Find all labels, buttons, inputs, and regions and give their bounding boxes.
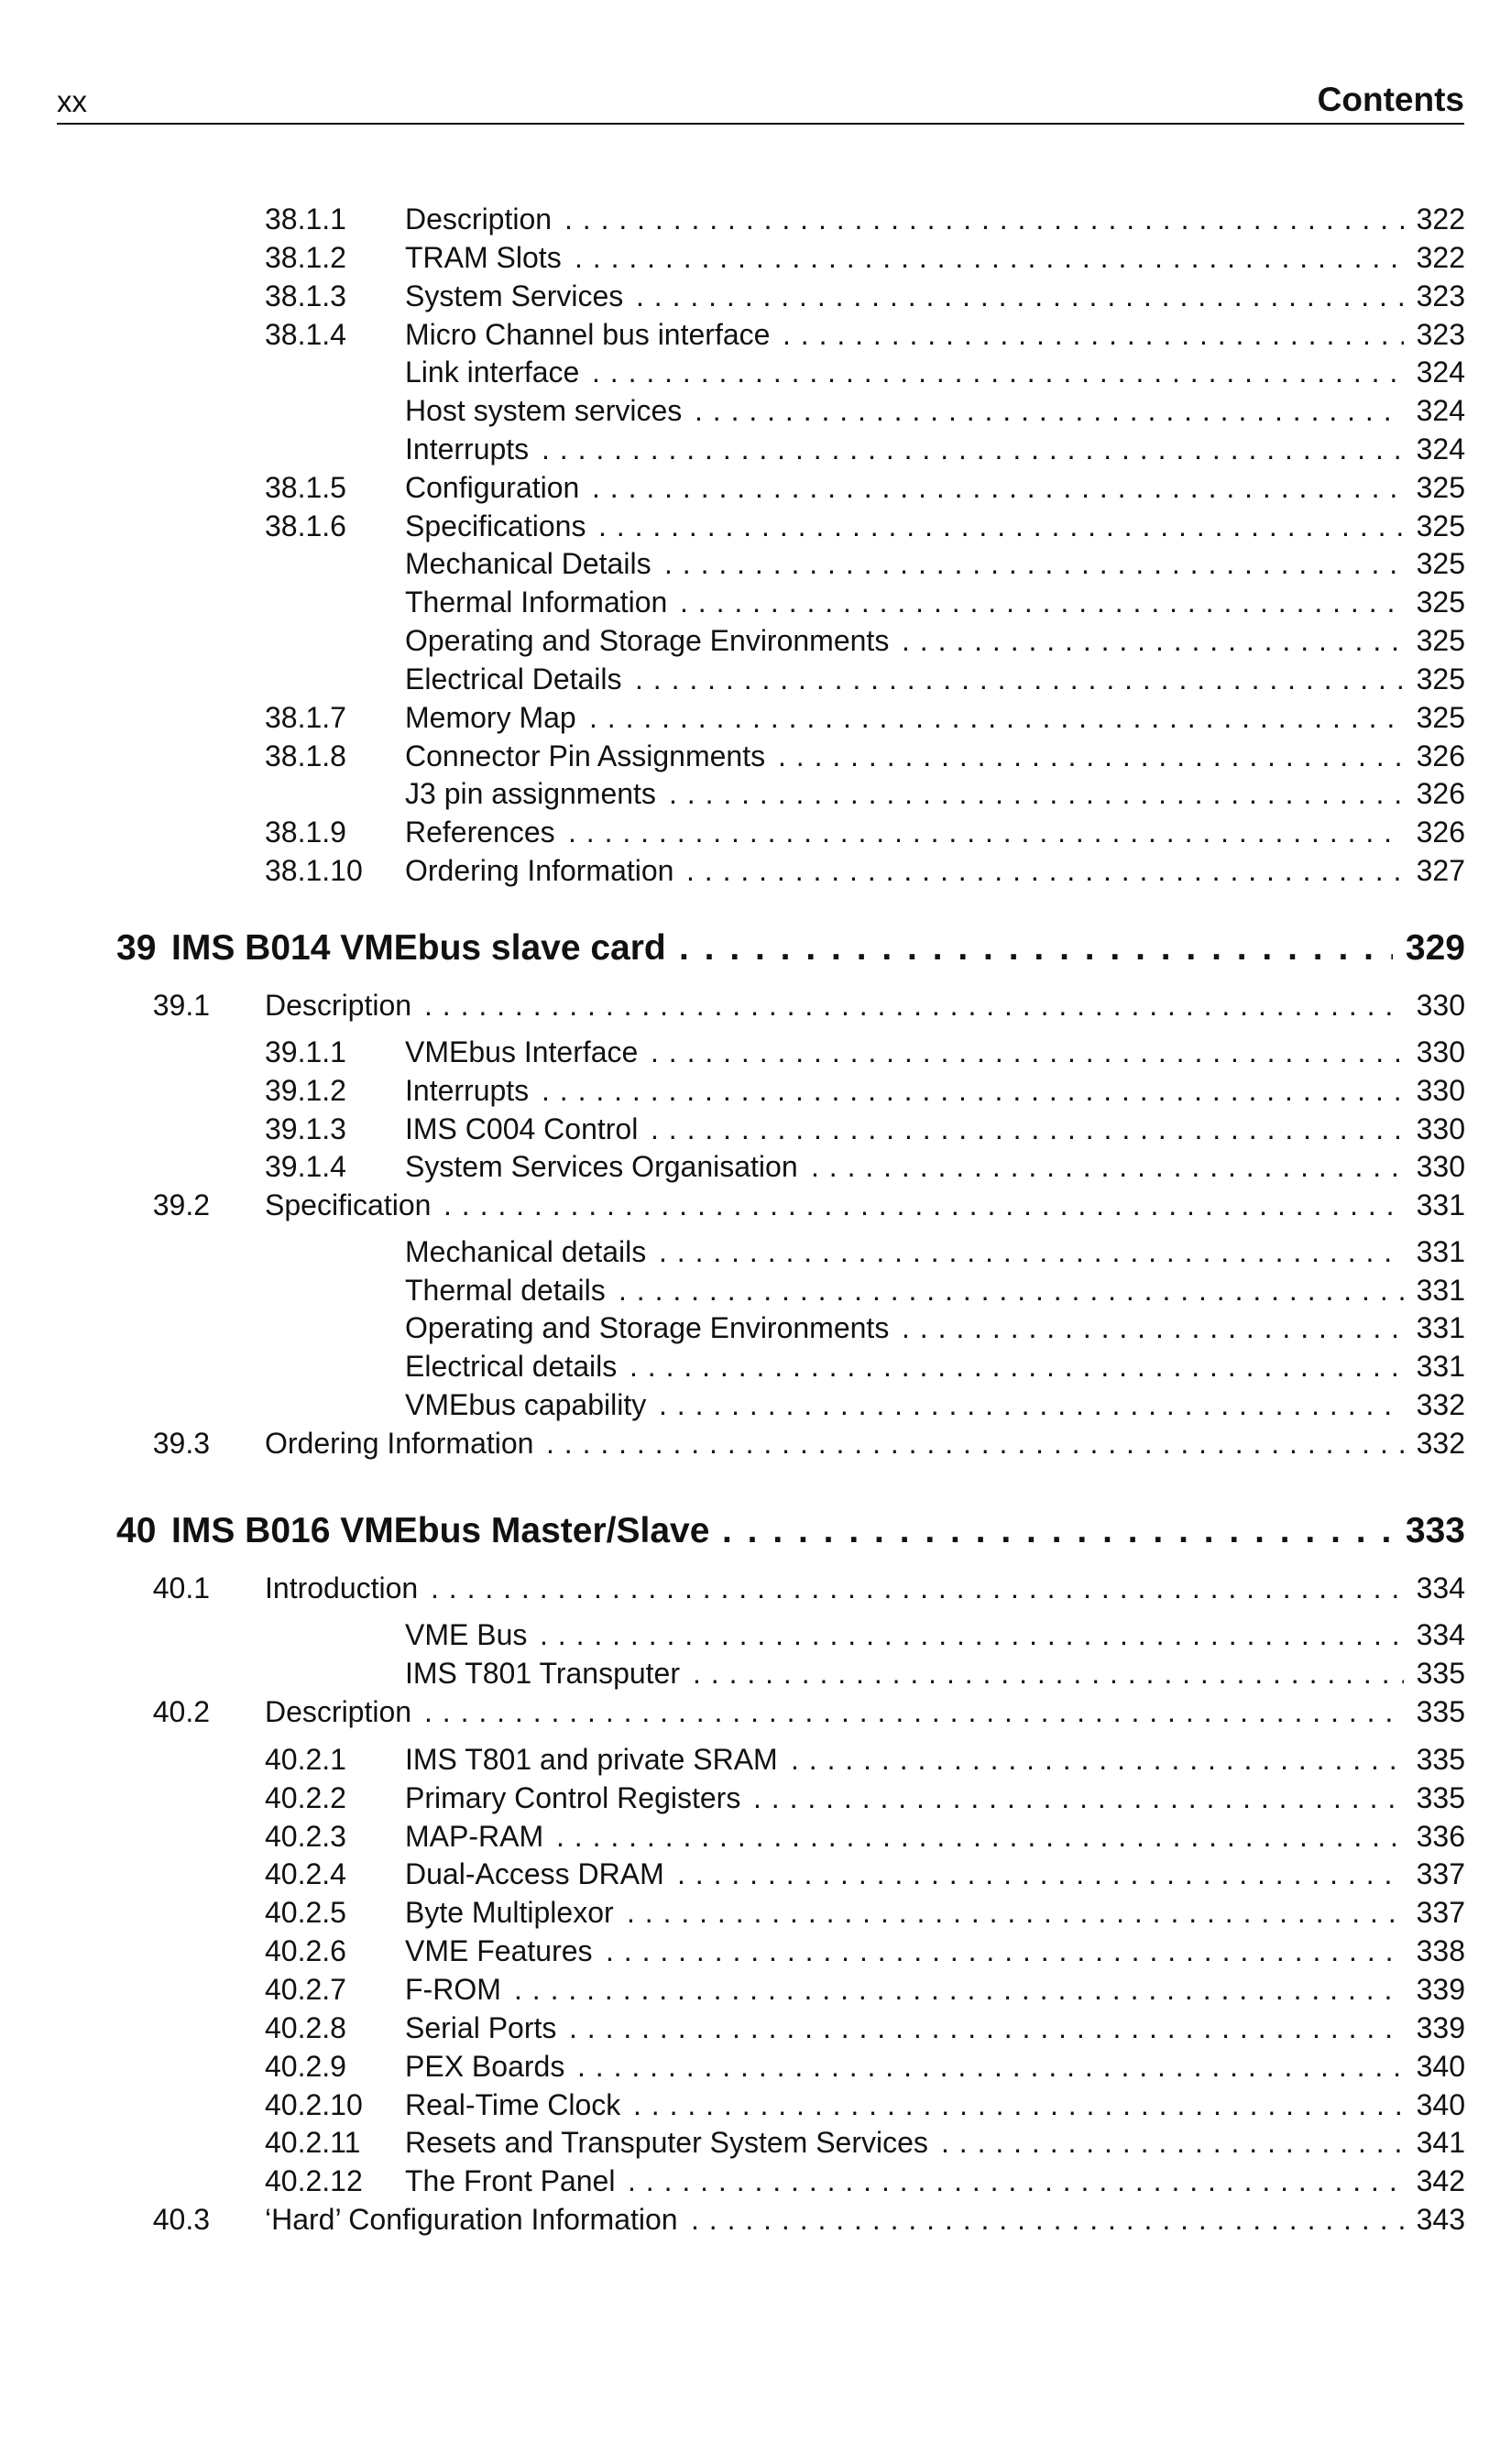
entry-title: Connector Pin Assignments: [405, 739, 766, 772]
page-number: 330: [1416, 1035, 1465, 1068]
dot-leader: [627, 1894, 1404, 1931]
entry-title: IMS C004 Control: [405, 1112, 639, 1145]
dot-leader: [540, 1616, 1404, 1653]
dot-leader: [778, 738, 1404, 774]
dot-leader: [424, 1693, 1404, 1730]
section-number: 38.1.1: [265, 203, 346, 235]
page-number: 342: [1416, 2164, 1465, 2197]
section-number: 39.1.4: [265, 1150, 346, 1183]
section-number: 40.2.1: [265, 1743, 346, 1776]
dot-leader: [811, 1148, 1404, 1185]
entry-title: Mechanical details: [405, 1235, 647, 1268]
dot-leader: [669, 775, 1404, 812]
page-number: 337: [1416, 1896, 1465, 1929]
dot-leader: [592, 354, 1404, 390]
page-number: 332: [1416, 1388, 1465, 1421]
entry-title: F-ROM: [405, 1973, 501, 2006]
section-number: 40.2.2: [265, 1781, 346, 1814]
dot-leader: [941, 2124, 1404, 2161]
page-number: 334: [1416, 1571, 1465, 1604]
dot-leader: [619, 1272, 1404, 1309]
section-number: 38.1.8: [265, 739, 346, 772]
entry-title: Interrupts: [405, 1074, 530, 1107]
dot-leader: [693, 1655, 1404, 1692]
page-number: 340: [1416, 2050, 1465, 2083]
entry-title: Serial Ports: [405, 2011, 557, 2044]
page-number: 323: [1416, 279, 1465, 312]
dot-leader: [902, 622, 1404, 659]
dot-leader: [633, 2086, 1404, 2123]
page-number: 323: [1416, 318, 1465, 351]
entry-title: Specification: [265, 1188, 432, 1221]
dot-leader: [424, 987, 1404, 1024]
entry-title: VME Bus: [405, 1618, 528, 1651]
entry-title: Ordering Information: [265, 1427, 534, 1460]
page-number: 322: [1416, 241, 1465, 274]
entry-title: Description: [265, 1695, 412, 1728]
section-number: 40.2.11: [265, 2126, 361, 2159]
entry-title: Introduction: [265, 1571, 419, 1604]
page-number: 330: [1416, 1074, 1465, 1107]
dot-leader: [722, 1510, 1393, 1552]
section-number: 39.1: [152, 989, 210, 1022]
page-number: 324: [1416, 394, 1465, 427]
page-number: 331: [1416, 1188, 1465, 1221]
page-number: 335: [1416, 1695, 1465, 1728]
dot-leader: [564, 201, 1404, 237]
entry-title: Description: [265, 989, 412, 1022]
dot-leader: [575, 239, 1404, 276]
page-number: 338: [1416, 1934, 1465, 1967]
dot-leader: [568, 814, 1404, 850]
entry-title: Mechanical Details: [405, 547, 651, 580]
entry-title: Ordering Information: [405, 854, 674, 887]
chapter-number: 40: [116, 1511, 157, 1550]
dot-leader: [598, 508, 1404, 544]
page-number: 330: [1416, 989, 1465, 1022]
section-number: 39.1.1: [265, 1035, 346, 1068]
dot-leader: [680, 584, 1404, 620]
dot-leader: [556, 1818, 1404, 1855]
section-number: 38.1.6: [265, 509, 346, 542]
entry-title: Resets and Transputer System Services: [405, 2126, 928, 2159]
page-number: 343: [1416, 2203, 1465, 2236]
page-number: 325: [1416, 663, 1465, 695]
section-number: 40.2.10: [265, 2088, 363, 2121]
section-number: 40.2.6: [265, 1934, 346, 1967]
page-number: 331: [1416, 1350, 1465, 1383]
section-number: 40.2: [152, 1695, 210, 1728]
dot-leader: [651, 1034, 1404, 1070]
entry-title: MAP-RAM: [405, 1820, 544, 1853]
entry-title: Thermal details: [405, 1274, 606, 1307]
section-number: 38.1.9: [265, 816, 346, 849]
entry-title: TRAM Slots: [405, 241, 562, 274]
section-number: 40.2.8: [265, 2011, 346, 2044]
page-number: 335: [1416, 1657, 1465, 1690]
page-number: 322: [1416, 203, 1465, 235]
section-number: 40.2.9: [265, 2050, 346, 2083]
entry-title: Host system services: [405, 394, 683, 427]
section-number: 38.1.2: [265, 241, 346, 274]
dot-leader: [577, 2048, 1404, 2085]
entry-title: Operating and Storage Environments: [405, 1311, 890, 1344]
chapter-number: 39: [116, 928, 157, 968]
section-number: 39.1.2: [265, 1074, 346, 1107]
page-number: 335: [1416, 1743, 1465, 1776]
dot-leader: [569, 2010, 1404, 2046]
section-number: 40.2.3: [265, 1820, 346, 1853]
page-number: 330: [1416, 1112, 1465, 1145]
entry-title: System Services: [405, 279, 624, 312]
page-number: 331: [1416, 1235, 1465, 1268]
section-number: 40.1: [152, 1571, 210, 1604]
page-number: 329: [1405, 928, 1465, 968]
entry-title: VMEbus Interface: [405, 1035, 639, 1068]
section-number: 39.1.3: [265, 1112, 346, 1145]
section-number: 40.2.4: [265, 1857, 346, 1890]
entry-title: PEX Boards: [405, 2050, 565, 2083]
page-number: 326: [1416, 777, 1465, 810]
entry-title: Interrupts: [405, 433, 530, 465]
running-head: Contents: [1317, 81, 1464, 118]
page-number: 341: [1416, 2126, 1465, 2159]
dot-leader: [630, 1348, 1404, 1385]
entry-title: Primary Control Registers: [405, 1781, 741, 1814]
dot-leader: [753, 1780, 1404, 1816]
dot-leader: [628, 2163, 1404, 2199]
section-number: 38.1.4: [265, 318, 346, 351]
dot-leader: [636, 278, 1404, 314]
page-number: 324: [1416, 356, 1465, 389]
entry-title: Byte Multiplexor: [405, 1896, 614, 1929]
dot-leader: [783, 316, 1404, 353]
dot-leader: [686, 852, 1404, 889]
section-number: 39.3: [152, 1427, 210, 1460]
page-number: 325: [1416, 471, 1465, 504]
page-number: 337: [1416, 1857, 1465, 1890]
page-number: 340: [1416, 2088, 1465, 2121]
dot-leader: [443, 1187, 1404, 1223]
section-number: 38.1.10: [265, 854, 363, 887]
entry-title: VMEbus capability: [405, 1388, 647, 1421]
entry-title: System Services Organisation: [405, 1150, 798, 1183]
page-number: 325: [1416, 509, 1465, 542]
page-number: 330: [1416, 1150, 1465, 1183]
page-number: 325: [1416, 624, 1465, 657]
entry-title: References: [405, 816, 555, 849]
dot-leader: [635, 661, 1404, 697]
page-number: 327: [1416, 854, 1465, 887]
entry-title: Real-Time Clock: [405, 2088, 621, 2121]
dot-leader: [546, 1425, 1404, 1462]
dot-leader: [691, 2201, 1404, 2238]
entry-title: Dual-Access DRAM: [405, 1857, 664, 1890]
page-number: 335: [1416, 1781, 1465, 1814]
entry-title: ‘Hard’ Configuration Information: [265, 2203, 678, 2236]
section-number: 40.2.12: [265, 2164, 363, 2197]
dot-leader: [606, 1933, 1404, 1969]
dot-leader: [651, 1111, 1404, 1147]
dot-leader: [695, 392, 1404, 429]
dot-leader: [791, 1741, 1404, 1778]
entry-title: J3 pin assignments: [405, 777, 656, 810]
dot-leader: [664, 545, 1404, 582]
section-number: 40.3: [152, 2203, 210, 2236]
entry-title: Thermal Information: [405, 586, 668, 619]
page-number: 325: [1416, 547, 1465, 580]
dot-leader: [679, 927, 1393, 969]
entry-title: Link interface: [405, 356, 580, 389]
dot-leader: [589, 699, 1404, 736]
entry-title: IMS T801 Transputer: [405, 1657, 680, 1690]
chapter-title: IMS B014 VMEbus slave card: [171, 928, 666, 968]
page-number: 331: [1416, 1274, 1465, 1307]
entry-title: Memory Map: [405, 701, 576, 734]
section-number: 38.1.5: [265, 471, 346, 504]
dot-leader: [431, 1570, 1404, 1606]
entry-title: Micro Channel bus interface: [405, 318, 771, 351]
dot-leader: [514, 1971, 1404, 2008]
page-number: 326: [1416, 739, 1465, 772]
page-number: 339: [1416, 1973, 1465, 2006]
page-number: 333: [1405, 1511, 1465, 1550]
section-number: 38.1.3: [265, 279, 346, 312]
section-number: 40.2.7: [265, 1973, 346, 2006]
page-number: 332: [1416, 1427, 1465, 1460]
page-number: 336: [1416, 1820, 1465, 1853]
dot-leader: [902, 1309, 1404, 1346]
section-number: 38.1.7: [265, 701, 346, 734]
page-number: 326: [1416, 816, 1465, 849]
entry-title: IMS T801 and private SRAM: [405, 1743, 778, 1776]
dot-leader: [542, 1072, 1404, 1109]
entry-title: Description: [405, 203, 553, 235]
page-number: 331: [1416, 1311, 1465, 1344]
entry-title: Electrical details: [405, 1350, 618, 1383]
entry-title: VME Features: [405, 1934, 593, 1967]
page-number: 325: [1416, 701, 1465, 734]
dot-leader: [542, 431, 1404, 467]
chapter-title: IMS B016 VMEbus Master/Slave: [171, 1511, 710, 1550]
page-number: 324: [1416, 433, 1465, 465]
section-number: 40.2.5: [265, 1896, 346, 1929]
page-number-label: xx: [57, 84, 87, 118]
page-number: 325: [1416, 586, 1465, 619]
dot-leader: [659, 1233, 1404, 1270]
entry-title: Configuration: [405, 471, 580, 504]
section-number: 39.2: [152, 1188, 210, 1221]
dot-leader: [659, 1386, 1404, 1423]
entry-title: Operating and Storage Environments: [405, 624, 890, 657]
dot-leader: [677, 1856, 1404, 1892]
page-number: 334: [1416, 1618, 1465, 1651]
entry-title: Specifications: [405, 509, 586, 542]
entry-title: Electrical Details: [405, 663, 622, 695]
page-number: 339: [1416, 2011, 1465, 2044]
entry-title: The Front Panel: [405, 2164, 616, 2197]
dot-leader: [592, 469, 1404, 506]
